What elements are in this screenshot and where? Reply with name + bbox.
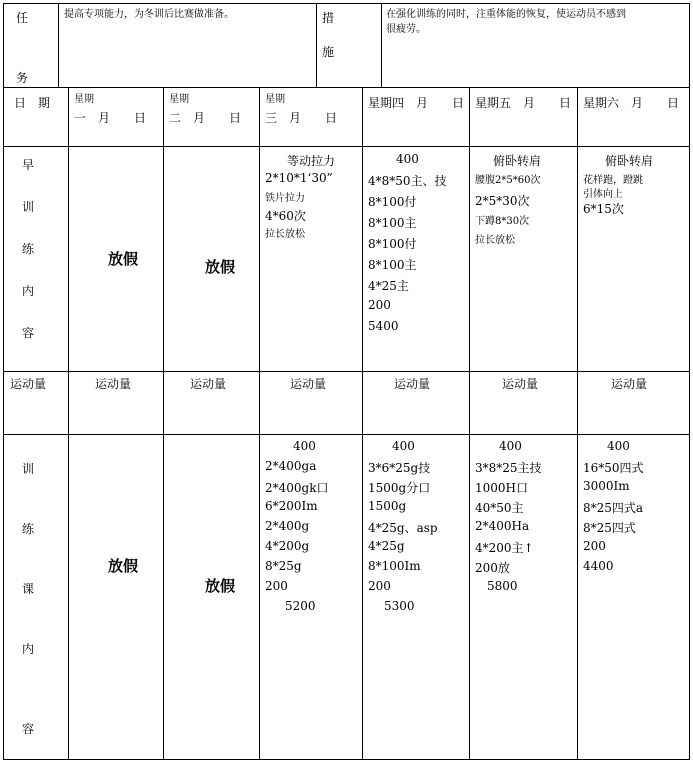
date-label: 日 期	[14, 96, 51, 110]
morning-label-char: 训	[22, 200, 35, 214]
afternoon-label-char: 容	[22, 722, 35, 736]
cell-line: 8*100主	[368, 258, 417, 272]
cell-line: 4*200主↑	[475, 541, 534, 555]
volume-sat: 运动量	[611, 377, 648, 391]
morning-label-char: 早	[22, 158, 35, 172]
col-divider-6	[577, 87, 578, 760]
header-col-divider-1	[58, 3, 59, 87]
table-border-right	[689, 3, 690, 760]
cell-line: 2*400Ha	[475, 519, 530, 533]
day-tue-line2: 二 月 日	[169, 111, 242, 125]
day-sat-line1: 星期六 月 日	[583, 96, 680, 110]
col-divider-3	[259, 87, 260, 760]
cell-line: 1500g分口	[368, 481, 431, 495]
cell-line: 400	[396, 152, 419, 166]
cell-line: 4*60次	[265, 209, 306, 223]
volume-thu: 运动量	[394, 377, 431, 391]
cell-line: 3*8*25主技	[475, 461, 542, 475]
cell-line: 4*25g、asp	[368, 521, 438, 535]
cell-line: 8*100Im	[368, 559, 421, 573]
cell-line: 8*25四式a	[583, 501, 644, 515]
cell-line: 8*25四式	[583, 521, 636, 535]
afternoon-label-char: 课	[22, 582, 35, 596]
cell-line: 俯卧转肩	[493, 154, 542, 168]
day-thu-line1: 星期四 月 日	[368, 96, 465, 110]
cell-line: 等动拉力	[287, 154, 336, 168]
row-divider-header	[3, 87, 689, 88]
cell-line: 俯卧转肩	[605, 154, 654, 168]
cell-line: 8*100主	[368, 216, 417, 230]
cell-line: 1000H口	[475, 481, 529, 495]
afternoon-label-char: 内	[22, 642, 35, 656]
table-border-left	[3, 3, 4, 760]
afternoon-label	[22, 460, 34, 740]
cell-line: 3*6*25g技	[368, 461, 431, 475]
afternoon-thu-content	[368, 439, 438, 619]
cell-line: 铁片拉力	[265, 193, 305, 204]
cell-line: 5400	[368, 319, 399, 333]
task-label-bottom: 务	[16, 71, 29, 85]
col-divider-2	[163, 87, 164, 760]
measure-label-top: 措	[322, 11, 335, 25]
cell-line: 5200	[285, 599, 316, 613]
morning-wed-content	[265, 152, 335, 243]
afternoon-sat-content	[583, 439, 644, 579]
cell-line: 40*50主	[475, 501, 524, 515]
cell-line: 2*10*1‘30”	[265, 171, 333, 185]
morning-tue-holiday: 放假	[205, 258, 236, 276]
table-border-bottom	[3, 759, 689, 760]
row-divider-morning	[3, 371, 689, 372]
volume-tue: 运动量	[190, 377, 227, 391]
cell-line: 4*200g	[265, 539, 310, 553]
measure-text-line1: 在强化训练的同时，注重体能的恢复，使运动员不感到	[386, 9, 626, 20]
cell-line: 2*5*30次	[475, 194, 530, 208]
day-wed-line2: 三 月 日	[265, 111, 338, 125]
task-text: 提高专项能力，为冬训后比赛做准备。	[64, 9, 234, 20]
cell-line: 200	[368, 579, 391, 593]
col-divider-1	[68, 87, 69, 760]
col-divider-4	[362, 87, 363, 760]
volume-mon: 运动量	[95, 377, 132, 391]
cell-line: 4*25g	[368, 539, 405, 553]
cell-line: 拉长放松	[475, 235, 515, 246]
measure-text-line2: 很疲劳。	[386, 24, 426, 35]
afternoon-label-char: 练	[22, 522, 35, 536]
afternoon-fri-content	[475, 439, 542, 599]
cell-line: 腰腹2*5*60次	[475, 175, 541, 186]
volume-label: 运动量	[10, 377, 47, 391]
row-divider-date	[3, 146, 689, 147]
cell-line: 4400	[583, 559, 614, 573]
cell-line: 400	[607, 439, 630, 453]
cell-line: 下蹲8*30次	[475, 216, 530, 227]
volume-wed: 运动量	[290, 377, 327, 391]
cell-line: 5300	[384, 599, 415, 613]
morning-mon-holiday: 放假	[108, 250, 139, 268]
cell-line: 5800	[487, 579, 518, 593]
cell-line: 6*200Im	[265, 499, 318, 513]
day-tue-line1: 星期	[169, 94, 189, 105]
cell-line: 8*100付	[368, 195, 417, 209]
cell-line: 200放	[475, 561, 510, 575]
morning-label	[22, 156, 34, 366]
afternoon-tue-holiday: 放假	[205, 577, 236, 595]
cell-line: 400	[392, 439, 415, 453]
cell-line: 拉长放松	[265, 229, 305, 240]
morning-label-char: 内	[22, 284, 35, 298]
day-mon-line2: 一 月 日	[74, 111, 147, 125]
cell-line: 8*100付	[368, 237, 417, 251]
morning-label-char: 容	[22, 326, 35, 340]
day-fri-line1: 星期五 月 日	[475, 96, 572, 110]
cell-line: 200	[583, 539, 606, 553]
cell-line: 4*25主	[368, 279, 409, 293]
morning-fri-content	[475, 152, 541, 249]
cell-line: 引体向上	[583, 189, 623, 200]
cell-line: 4*8*50主、技	[368, 174, 447, 188]
afternoon-wed-content	[265, 439, 329, 619]
cell-line: 400	[293, 439, 316, 453]
cell-line: 400	[499, 439, 522, 453]
row-divider-volume	[3, 434, 689, 435]
cell-line: 200	[265, 579, 288, 593]
header-col-divider-3	[381, 3, 382, 87]
cell-line: 2*400g	[265, 519, 310, 533]
cell-line: 6*15次	[583, 202, 624, 216]
cell-line: 2*400gk口	[265, 481, 329, 495]
morning-thu-content	[368, 152, 447, 340]
cell-line: 2*400ga	[265, 459, 317, 473]
cell-line: 16*50四式	[583, 461, 644, 475]
day-mon-line1: 星期	[74, 94, 94, 105]
cell-line: 200	[368, 298, 391, 312]
cell-line: 花样跑，蹬跳	[583, 175, 643, 186]
cell-line: 8*25g	[265, 559, 302, 573]
header-col-divider-2	[316, 3, 317, 87]
afternoon-mon-holiday: 放假	[108, 557, 139, 575]
task-label-top: 任	[16, 11, 29, 25]
measure-label-bottom: 施	[322, 45, 335, 59]
afternoon-label-char: 训	[22, 462, 35, 476]
cell-line: 3000Im	[583, 479, 630, 493]
volume-fri: 运动量	[502, 377, 539, 391]
day-wed-line1: 星期	[265, 94, 285, 105]
col-divider-5	[469, 87, 470, 760]
table-border-top	[3, 3, 689, 4]
morning-sat-content	[583, 152, 653, 218]
morning-label-char: 练	[22, 242, 35, 256]
cell-line: 1500g	[368, 499, 407, 513]
